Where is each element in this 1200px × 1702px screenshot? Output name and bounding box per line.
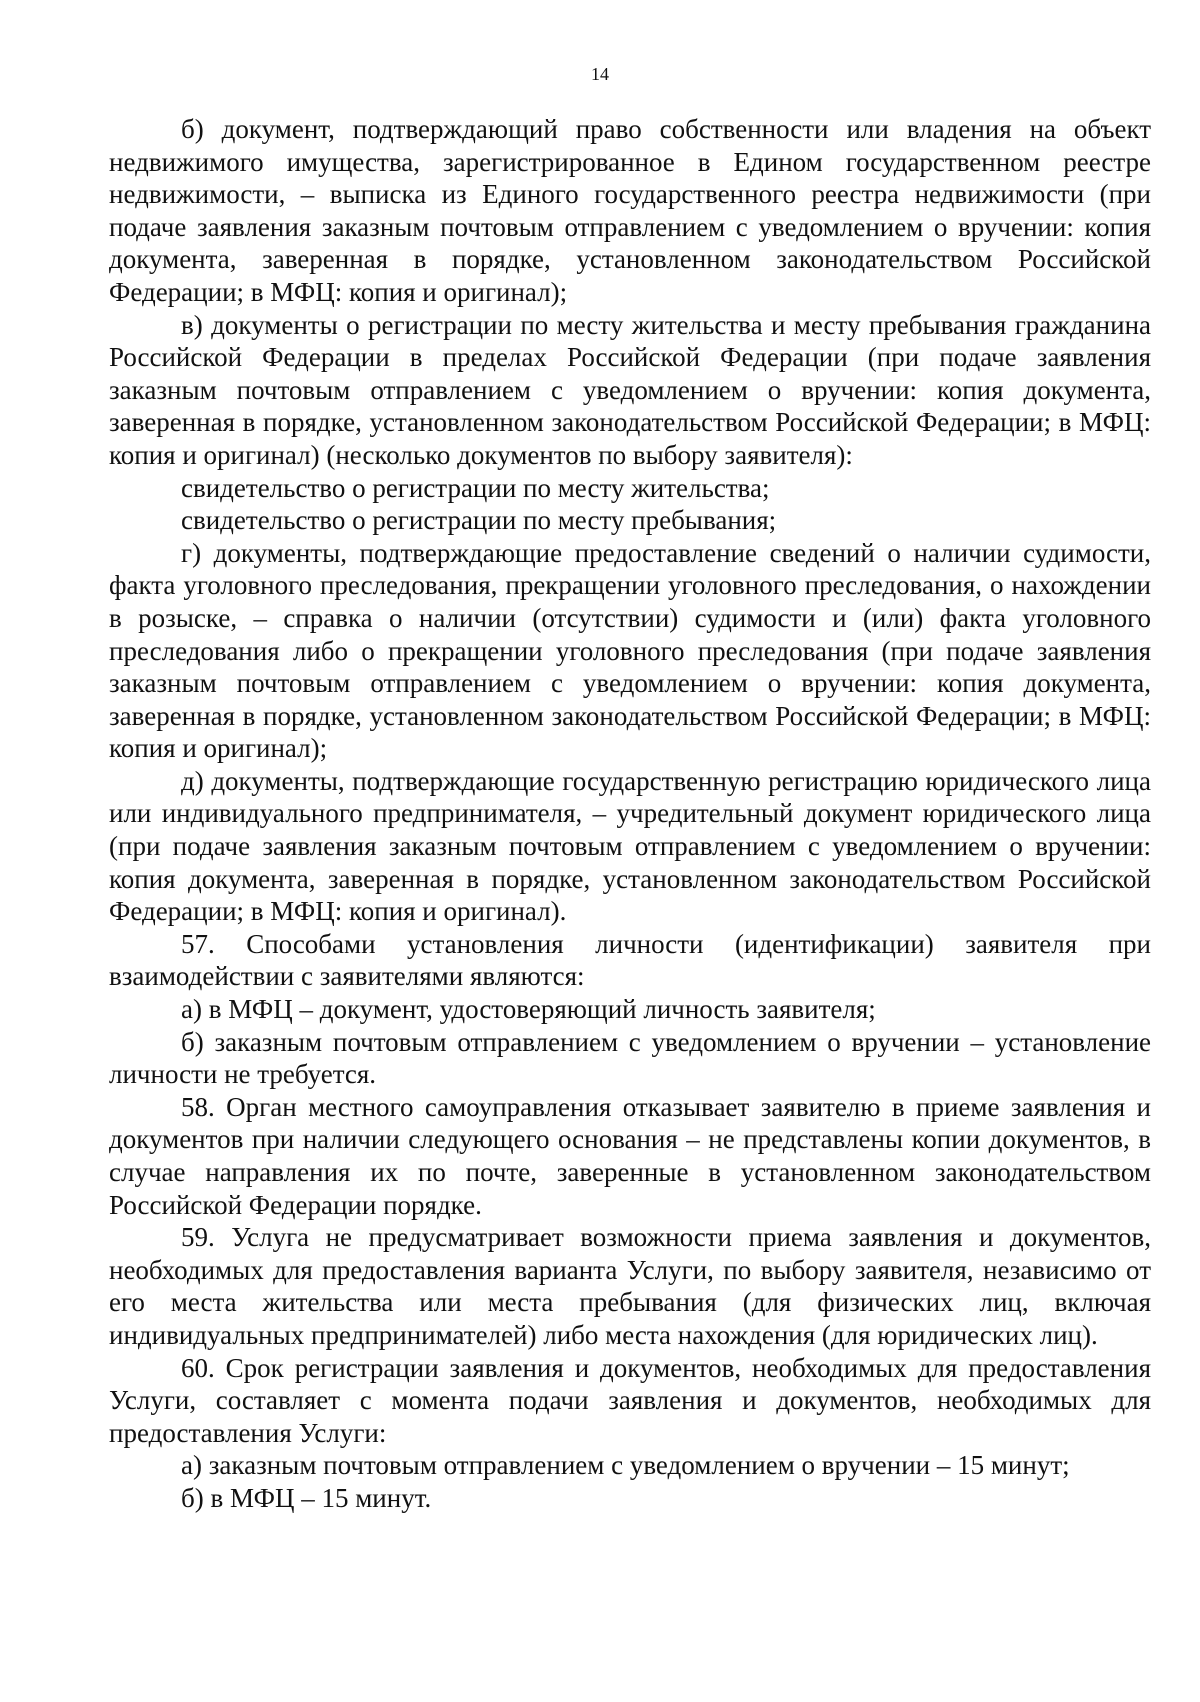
paragraph-stay-certificate: свидетельство о регистрации по месту пребывания; [181,505,777,536]
paragraph-57-identification: 57. Способами установления личности (идентификации) заявителя при взаимодействии с заявителями являются: [109,928,1151,992]
paragraph-item-d-legal-entity: д) документы, подтверждающие государственную регистрацию юридического лица или индивидуального предпринимателя, – учредительный документ юридического лица (при подаче заявления заказным почтовым отправлением с уведомлением о вручении: копия документа, заверенная в порядке, установленном законодательством Российской Федерации; в МФЦ: копия и оригинал). [109,765,1151,927]
paragraph-item-b-ownership-document: б) документ, подтверждающий право собственности или владения на объект недвижимого имущества, зарегистрированное в Едином государственном реестре недвижимости, – выписка из Единого государственного реестра недвижимости (при подаче заявления заказным почтовым отправлением с уведомлением о вручении: копия документа, заверенная в порядке, установленном законодательством Российской Федерации; в МФЦ: копия и оригинал); [109,114,1151,307]
paragraph-57-b-post: б) заказным почтовым отправлением с уведомлением о вручении – установление личности не требуется. [109,1026,1151,1090]
paragraph-residence-certificate: свидетельство о регистрации по месту жительства; [181,472,770,503]
paragraph-item-g-criminal-record: г) документы, подтверждающие предоставление сведений о наличии судимости, факта уголовного преследования, прекращении уголовного преследования, о нахождении в розыске, – справка о наличии (отсутствии) судимости и (или) факта уголовного преследования либо о прекращении уголовного преследования (при подаче заявления заказным почтовым отправлением с уведомлением о вручении: копия документа, заверенная в порядке, установленном законодательством Российской Федерации; в МФЦ: копия и оригинал); [109,537,1151,764]
paragraph-57-a-mfc: а) в МФЦ – документ, удостоверяющий личность заявителя; [181,994,876,1025]
paragraph-60-b-mfc: б) в МФЦ – 15 минут. [181,1482,432,1513]
document-body [109,113,1151,1515]
paragraph-59-extraterritorial: 59. Услуга не предусматривает возможности приема заявления и документов, необходимых для предоставления варианта Услуги, по выбору заявителя, независимо от его места жительства или места пребывания (для физических лиц, включая индивидуальных предпринимателей) либо места нахождения (для юридических лиц). [109,1222,1151,1350]
paragraph-item-v-registration-documents: в) документы о регистрации по месту жительства и месту пребывания гражданина Российской Федерации в пределах Российской Федерации (при подаче заявления заказным почтовым отправлением с уведомлением о вручении: копия документа, заверенная в порядке, установленном законодательством Российской Федерации; в МФЦ: копия и оригинал) (несколько документов по выбору заявителя): [109,309,1151,470]
page-number: 14 [591,64,609,84]
paragraph-60-registration-term: 60. Срок регистрации заявления и документов, необходимых для предоставления Услуги, составляет с момента подачи заявления и документов, необходимых для предоставления Услуги: [109,1352,1151,1448]
paragraph-60-a-post: а) заказным почтовым отправлением с уведомлением о вручении – 15 минут; [181,1450,1070,1481]
paragraph-58-refusal: 58. Орган местного самоуправления отказывает заявителю в приеме заявления и документов при наличии следующего основания – не представлены копии документов, в случае направления их по почте, заверенные в установленном законодательством Российской Федерации порядке. [109,1091,1151,1220]
